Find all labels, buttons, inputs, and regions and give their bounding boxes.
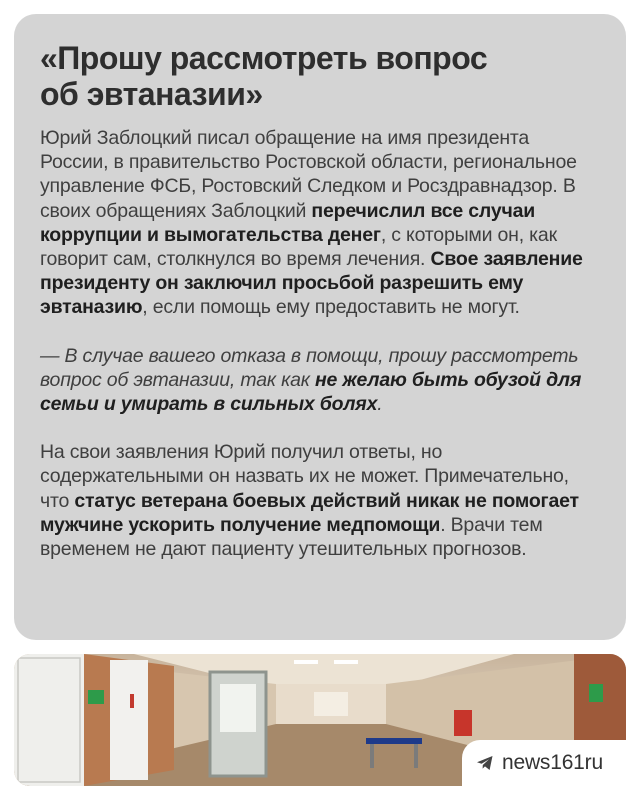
paragraph-3: [40, 440, 602, 561]
source-badge: [462, 740, 626, 786]
article-card: [14, 14, 626, 640]
p1-text-1: Юрий Заблоцкий писал обращение на имя президента России, в правительство Ростовской области, региональное управление ФСБ, Ростовский Следком и Росздравнадзор. В своих обращениях Заблоцкий: [40, 127, 577, 222]
p2-bold-1: не желаю быть обузой для семьи и умирать в сильных болях: [40, 368, 582, 416]
p3-text-2: . Врачи тем временем не дают пациенту утешительных прогнозов.: [40, 513, 543, 561]
quote-paragraph: [40, 344, 602, 417]
p3-text-1: На свои заявления Юрий получил ответы, но содержательными он назвать их не может. Примечательно, что: [40, 441, 569, 512]
paragraph-1: [40, 126, 602, 320]
p2-text-1: — В случае вашего отказа в помощи, прошу рассмотреть вопрос об эвтаназии, так как: [40, 344, 579, 391]
p2-text-2: .: [377, 393, 383, 416]
p1-bold-1: перечислил все случаи коррупции и вымогательства денег: [40, 199, 536, 246]
title-line-1: «Прошу рассмотреть вопрос: [40, 40, 488, 76]
p1-text-2: , с которыми он, как говорит сам, столкнулся во время лечения.: [40, 223, 557, 271]
title-line-2: об эвтаназии»: [40, 76, 263, 112]
source-name: news161ru: [502, 751, 603, 774]
p1-bold-2: Свое заявление президенту он заключил просьбой разрешить ему эвтаназию: [40, 248, 583, 319]
p1-text-3: , если помощь ему предоставить не могут.: [142, 296, 520, 319]
p3-bold-1: статус ветерана боевых действий никак не помогает мужчине ускорить получение медпомощи: [40, 489, 579, 536]
telegram-icon: [476, 755, 494, 771]
article-title: [40, 40, 602, 112]
